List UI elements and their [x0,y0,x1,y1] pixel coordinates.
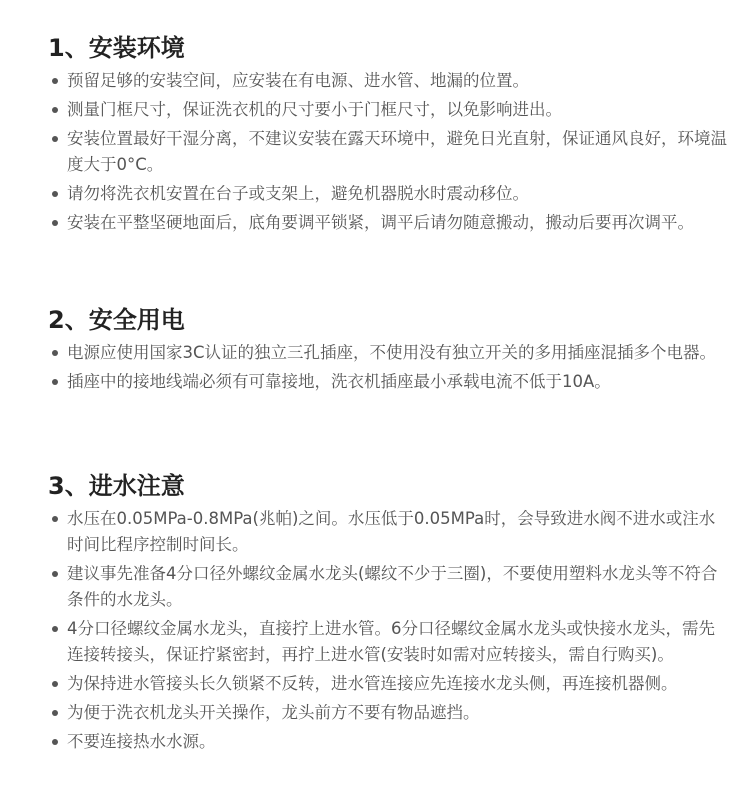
list-item-text: 水压在0.05MPa-0.8MPa(兆帕)之间。水压低于0.05MPa时，会导致进水阀不进水或注水时间比程序控制时间长。 [67,509,716,554]
list-item [48,126,728,178]
bullet-dot-icon [52,739,58,745]
bullet-dot-icon [52,379,58,385]
bullet-dot-icon [52,136,58,142]
bullet-dot-icon [52,710,58,716]
list-item-text: 电源应使用国家3C认证的独立三孔插座，不使用没有独立开关的多用插座混插多个电器。 [67,343,717,362]
section-title: 2、安全用电 [48,306,185,334]
list-item [48,68,728,94]
list-item-text: 请勿将洗衣机安置在台子或支架上，避免机器脱水时震动移位。 [67,184,529,203]
list-item-text: 预留足够的安装空间，应安装在有电源、进水管、地漏的位置。 [67,71,529,90]
list-item [48,700,728,726]
list-item [48,506,728,558]
list-item [48,369,728,395]
list-item-text: 为便于洗衣机龙头开关操作，龙头前方不要有物品遮挡。 [67,703,480,722]
list-item-text: 插座中的接地线端必须有可靠接地，洗衣机插座最小承载电流不低于10A。 [67,372,611,391]
list-item [48,729,728,755]
bullet-list [48,506,728,755]
section-title: 3、进水注意 [48,472,185,500]
list-item [48,97,728,123]
bullet-dot-icon [52,350,58,356]
list-item [48,340,728,366]
bullet-dot-icon [52,107,58,113]
section-installation-environment [48,32,728,239]
section-title: 1、安装环境 [48,34,185,62]
bullet-dot-icon [52,78,58,84]
section-electrical-safety [48,304,728,398]
list-item-text: 4分口径螺纹金属水龙头，直接拧上进水管。6分口径螺纹金属水龙头或快接水龙头，需先连接转接头，保证拧紧密封，再拧上进水管(安装时如需对应转接头，需自行购买)。 [67,619,715,664]
bullet-dot-icon [52,191,58,197]
list-item-text: 安装位置最好干湿分离，不建议安装在露天环境中，避免日光直射，保证通风良好，环境温度大于0°C。 [67,129,727,174]
list-item-text: 建议事先准备4分口径外螺纹金属水龙头(螺纹不少于三圈)，不要使用塑料水龙头等不符合条件的水龙头。 [67,564,718,609]
list-item [48,181,728,207]
bullet-dot-icon [52,681,58,687]
list-item-text: 不要连接热水水源。 [67,732,216,751]
section-water-inlet-notes [48,470,728,758]
bullet-dot-icon [52,516,58,522]
list-item [48,671,728,697]
list-item [48,616,728,668]
list-item [48,561,728,613]
list-item [48,210,728,236]
bullet-dot-icon [52,571,58,577]
bullet-list [48,68,728,236]
list-item-text: 为保持进水管接头长久锁紧不反转，进水管连接应先连接水龙头侧，再连接机器侧。 [67,674,678,693]
bullet-dot-icon [52,220,58,226]
bullet-list [48,340,728,395]
bullet-dot-icon [52,626,58,632]
list-item-text: 安装在平整坚硬地面后，底角要调平锁紧，调平后请勿随意搬动，搬动后要再次调平。 [67,213,694,232]
list-item-text: 测量门框尺寸，保证洗衣机的尺寸要小于门框尺寸，以免影响进出。 [67,100,562,119]
